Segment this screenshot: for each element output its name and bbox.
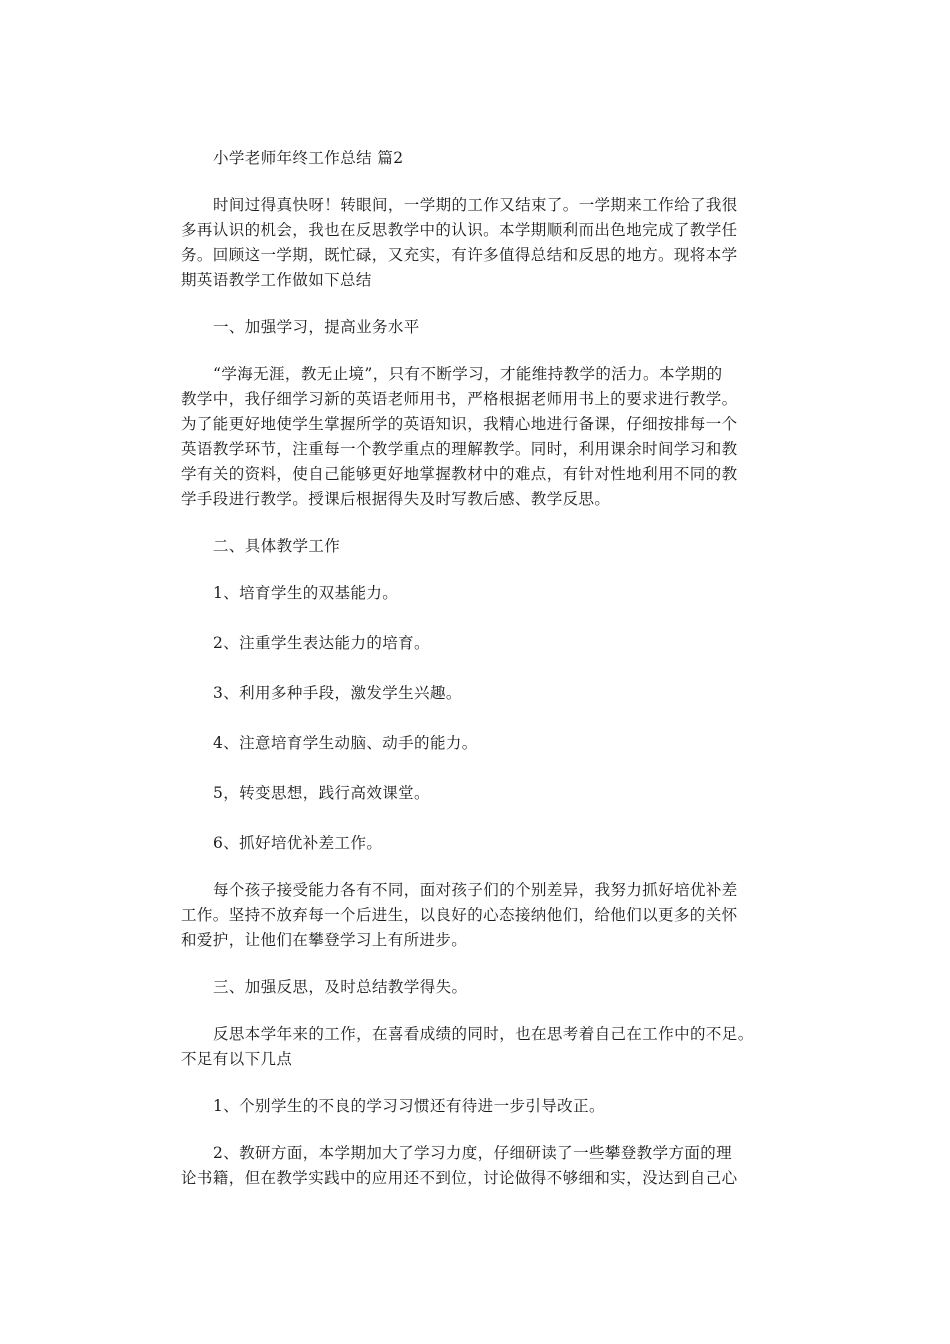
section-heading-3: 三、加强反思，及时总结教学得失。 — [213, 978, 468, 996]
document-body — [181, 146, 781, 1213]
list-item: 2、注重学生表达能力的培育。 — [213, 634, 430, 652]
paragraph-line: 期英语教学工作做如下总结 — [181, 271, 372, 289]
paragraph-line: 务。回顾这一学期，既忙碌，又充实，有许多值得总结和反思的地方。现将本学 — [181, 246, 738, 264]
paragraph-intro — [181, 193, 781, 293]
list-item: 5，转变思想，践行高效课堂。 — [213, 784, 430, 802]
paragraph-line: 每个孩子接受能力各有不同，面对孩子们的个别差异，我努力抓好培优补差 — [213, 881, 738, 899]
paragraph-line: 学有关的资料，使自己能够更好地掌握教材中的难点，有针对性地利用不同的教 — [181, 465, 738, 483]
paragraph-line: 时间过得真快呀！转眼间，一学期的工作又结束了。一学期来工作给了我很 — [213, 196, 738, 214]
paragraph-line: 反思本学年来的工作，在喜看成绩的同时，也在思考着自己在工作中的不足。 — [213, 1025, 754, 1043]
list-item: 1、个别学生的不良的学习习惯还有待进一步引导改正。 — [213, 1097, 605, 1115]
section-heading-1: 一、加强学习，提高业务水平 — [213, 318, 420, 336]
list-item: 3、利用多种手段，激发学生兴趣。 — [213, 684, 462, 702]
paragraph-line: 不足有以下几点 — [181, 1050, 293, 1068]
list-item: 4、注意培育学生动脑、动手的能力。 — [213, 734, 478, 752]
paragraph-line: 多再认识的机会，我也在反思教学中的认识。本学期顺利而出色地完成了教学任 — [181, 221, 738, 239]
section-heading-2: 二、具体教学工作 — [213, 537, 341, 555]
paragraph-line: 学手段进行教学。授课后根据得失及时写教后感、教学反思。 — [181, 490, 611, 508]
list-item: 1、培育学生的双基能力。 — [213, 584, 399, 602]
paragraph-line: 和爱护，让他们在攀登学习上有所进步。 — [181, 931, 468, 949]
paragraph-line: 为了能更好地使学生掌握所学的英语知识，我精心地进行备课，仔细按排每一个 — [181, 415, 738, 433]
paragraph-line: 教学中，我仔细学习新的英语老师用书，严格根据老师用书上的要求进行教学。 — [181, 390, 738, 408]
paragraph-research — [181, 1141, 781, 1191]
paragraph-reflection — [181, 1022, 781, 1072]
paragraph-line: 工作。坚持不放弃每一个后进生，以良好的心态接纳他们，给他们以更多的关怀 — [181, 906, 738, 924]
document-title: 小学老师年终工作总结 篇2 — [213, 149, 404, 167]
paragraph-line: 英语教学环节，注重每一个教学重点的理解教学。同时，利用课余时间学习和教 — [181, 440, 738, 458]
paragraph-line: 论书籍，但在教学实践中的应用还不到位，讨论做得不够细和实，没达到自己心 — [181, 1169, 738, 1187]
paragraph-line: 2、教研方面，本学期加大了学习力度，仔细研读了一些攀登教学方面的理 — [213, 1144, 733, 1162]
paragraph-study — [181, 362, 781, 512]
list-item: 6、抓好培优补差工作。 — [213, 834, 383, 852]
paragraph-differentiation — [181, 878, 781, 953]
paragraph-line: “学海无涯，教无止境”，只有不断学习，才能维持教学的活力。本学期的 — [213, 365, 723, 383]
